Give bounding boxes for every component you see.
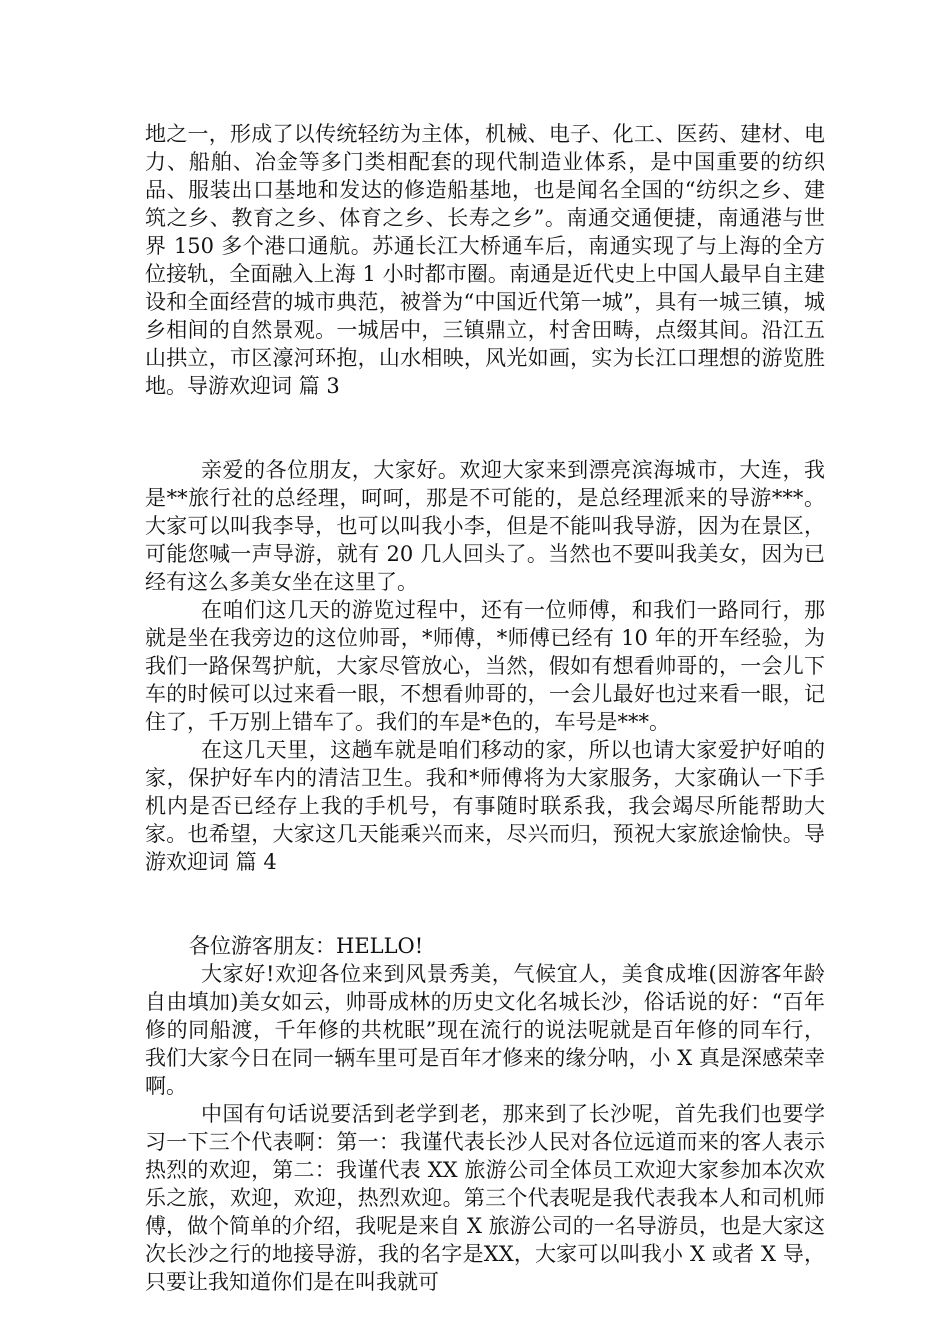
paragraph-driver-intro: 在咱们这几天的游览过程中，还有一位师傅，和我们一路同行，那就是坐在我旁边的这位帅哥，*师傅，*师傅已经有 10 年的开车经验，为我们一路保驾护航，大家尽管放心，当然，假如有想看帅哥的，一会儿下车的时候可以过来看一眼，不想看帅哥的，一会儿最好也过来看一眼，记住了，千万别上错车了。我们的车是*色的，车号是***。	[145, 598, 825, 734]
section-spacer	[145, 400, 825, 456]
section-spacer	[145, 876, 825, 932]
paragraph-travel-wishes: 在这几天里，这趟车就是咱们移动的家，所以也请大家爱护好咱的家，保护好车内的清洁卫生。我和*师傅将为大家服务，大家确认一下手机内是否已经存上我的手机号，有事随时联系我，我会竭尽所能帮助大家。也希望，大家这几天能乘兴而来，尽兴而归，预祝大家旅途愉快。导游欢迎词 篇 4	[145, 738, 825, 874]
paragraph-three-represents: 中国有句话说要活到老学到老，那来到了长沙呢，首先我们也要学习一下三个代表啊：第一：我谨代表长沙人民对各位远道而来的客人表示热烈的欢迎，第二：我谨代表 XX 旅游公司全体员工欢迎大家参加本次欢乐之旅，欢迎，欢迎，热烈欢迎。第三个代表呢是我代表我本人和司机师傅，做个简单的介绍，我呢是来自 X 旅游公司的一名导游员，也是大家这次长沙之行的地接导游，我的名字是XX，大家可以叫我小 X 或者 X 导，只要让我知道你们是在叫我就可	[145, 1102, 825, 1294]
paragraph-changsha-welcome: 大家好!欢迎各位来到风景秀美，气候宜人，美食成堆(因游客年龄自由填加)美女如云，帅哥成林的历史文化名城长沙，俗话说的好：“百年修的同船渡，千年修的共枕眠”现在流行的说法呢就是百年修的同车行，我们大家今日在同一辆车里可是百年才修来的缘分呐，小 X 真是深感荣幸啊。	[145, 962, 825, 1098]
document-page	[145, 120, 825, 1296]
paragraph-nantong-intro: 地之一，形成了以传统轻纺为主体，机械、电子、化工、医药、建材、电力、船舶、冶金等多门类相配套的现代制造业体系，是中国重要的纺织品、服装出口基地和发达的修造船基地，也是闻名全国的“纺织之乡、建筑之乡、教育之乡、体育之乡、长寿之乡”。南通交通便捷，南通港与世界 150 多个港口通航。苏通长江大桥通车后，南通实现了与上海的全方位接轨，全面融入上海 1 小时都市圈。南通是近代史上中国人最早自主建设和全面经营的城市典范，被誉为“中国近代第一城”，具有一城三镇，城乡相间的自然景观。一城居中，三镇鼎立，村舍田畴，点缀其间。沿江五山拱立，市区濠河环抱，山水相映，风光如画，实为长江口理想的游览胜地。导游欢迎词 篇 3	[145, 122, 825, 398]
paragraph-greeting: 各位游客朋友：HELLO!	[189, 934, 424, 958]
paragraph-dalian-welcome: 亲爱的各位朋友，大家好。欢迎大家来到漂亮滨海城市，大连，我是**旅行社的总经理，呵呵，那是不可能的，是总经理派来的导游***。大家可以叫我李导，也可以叫我小李，但是不能叫我导游，因为在景区，可能您喊一声导游，就有 20 几人回头了。当然也不要叫我美女，因为已经有这么多美女坐在这里了。	[145, 458, 825, 594]
